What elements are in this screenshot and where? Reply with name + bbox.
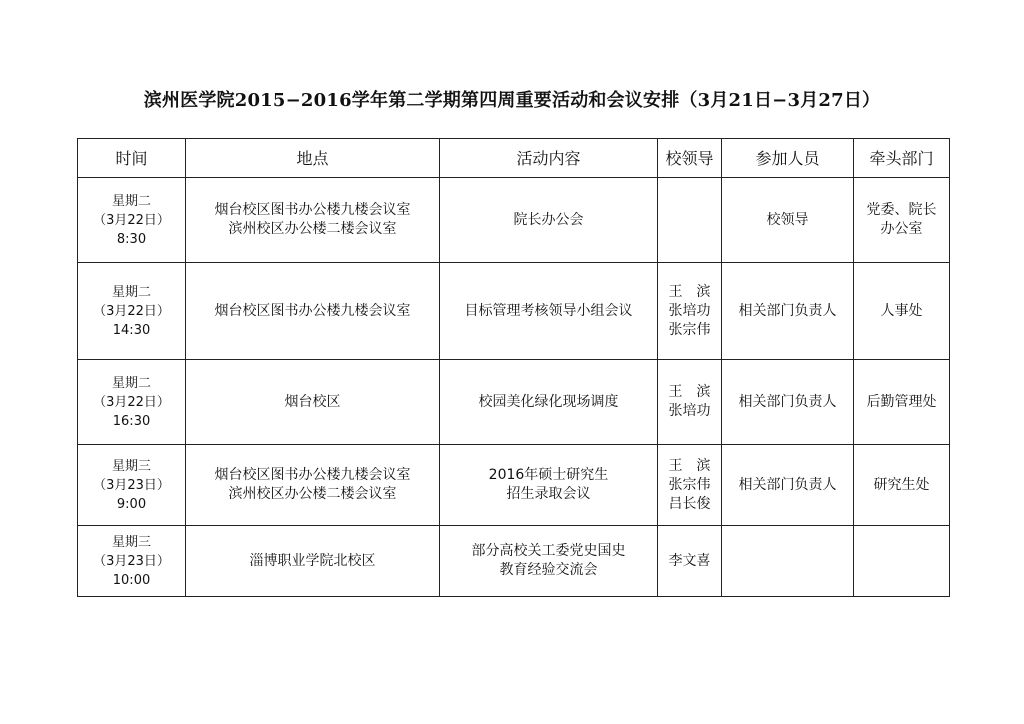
cell-participants: 校领导 [722, 178, 854, 263]
cell-time: 星期三 （3月23日） 9:00 [78, 445, 186, 526]
cell-time: 星期三 （3月23日） 10:00 [78, 526, 186, 597]
header-content: 活动内容 [440, 139, 658, 178]
cell-place: 淄博职业学院北校区 [186, 526, 440, 597]
cell-leaders: 王 滨 张宗伟 吕长俊 [658, 445, 722, 526]
cell-leaders: 李文喜 [658, 526, 722, 597]
header-place: 地点 [186, 139, 440, 178]
cell-leaders: 王 滨 张培功 张宗伟 [658, 263, 722, 360]
cell-department [854, 526, 950, 597]
cell-place: 烟台校区图书办公楼九楼会议室 [186, 263, 440, 360]
table-header-row [78, 139, 950, 178]
cell-time: 星期二 （3月22日） 8:30 [78, 178, 186, 263]
cell-place: 烟台校区图书办公楼九楼会议室 滨州校区办公楼二楼会议室 [186, 178, 440, 263]
cell-department: 研究生处 [854, 445, 950, 526]
cell-place: 烟台校区图书办公楼九楼会议室 滨州校区办公楼二楼会议室 [186, 445, 440, 526]
table-row [78, 445, 950, 526]
cell-department: 党委、院长 办公室 [854, 178, 950, 263]
cell-place: 烟台校区 [186, 360, 440, 445]
cell-department: 后勤管理处 [854, 360, 950, 445]
cell-time: 星期二 （3月22日） 14:30 [78, 263, 186, 360]
cell-content: 部分高校关工委党史国史 教育经验交流会 [440, 526, 658, 597]
table-row [78, 178, 950, 263]
table-row [78, 360, 950, 445]
cell-participants: 相关部门负责人 [722, 360, 854, 445]
table-row [78, 526, 950, 597]
header-department: 牵头部门 [854, 139, 950, 178]
cell-department: 人事处 [854, 263, 950, 360]
table-row [78, 263, 950, 360]
cell-content: 校园美化绿化现场调度 [440, 360, 658, 445]
schedule-table [77, 138, 950, 597]
header-leaders: 校领导 [658, 139, 722, 178]
cell-participants [722, 526, 854, 597]
header-participants: 参加人员 [722, 139, 854, 178]
cell-participants: 相关部门负责人 [722, 445, 854, 526]
cell-leaders: 王 滨 张培功 [658, 360, 722, 445]
header-time: 时间 [78, 139, 186, 178]
document-title: 滨州医学院2015−2016学年第二学期第四周重要活动和会议安排（3月21日−3月27日） [143, 90, 881, 111]
cell-leaders [658, 178, 722, 263]
cell-content: 目标管理考核领导小组会议 [440, 263, 658, 360]
cell-time: 星期二 （3月22日） 16:30 [78, 360, 186, 445]
cell-content: 院长办公会 [440, 178, 658, 263]
cell-participants: 相关部门负责人 [722, 263, 854, 360]
cell-content: 2016年硕士研究生 招生录取会议 [440, 445, 658, 526]
